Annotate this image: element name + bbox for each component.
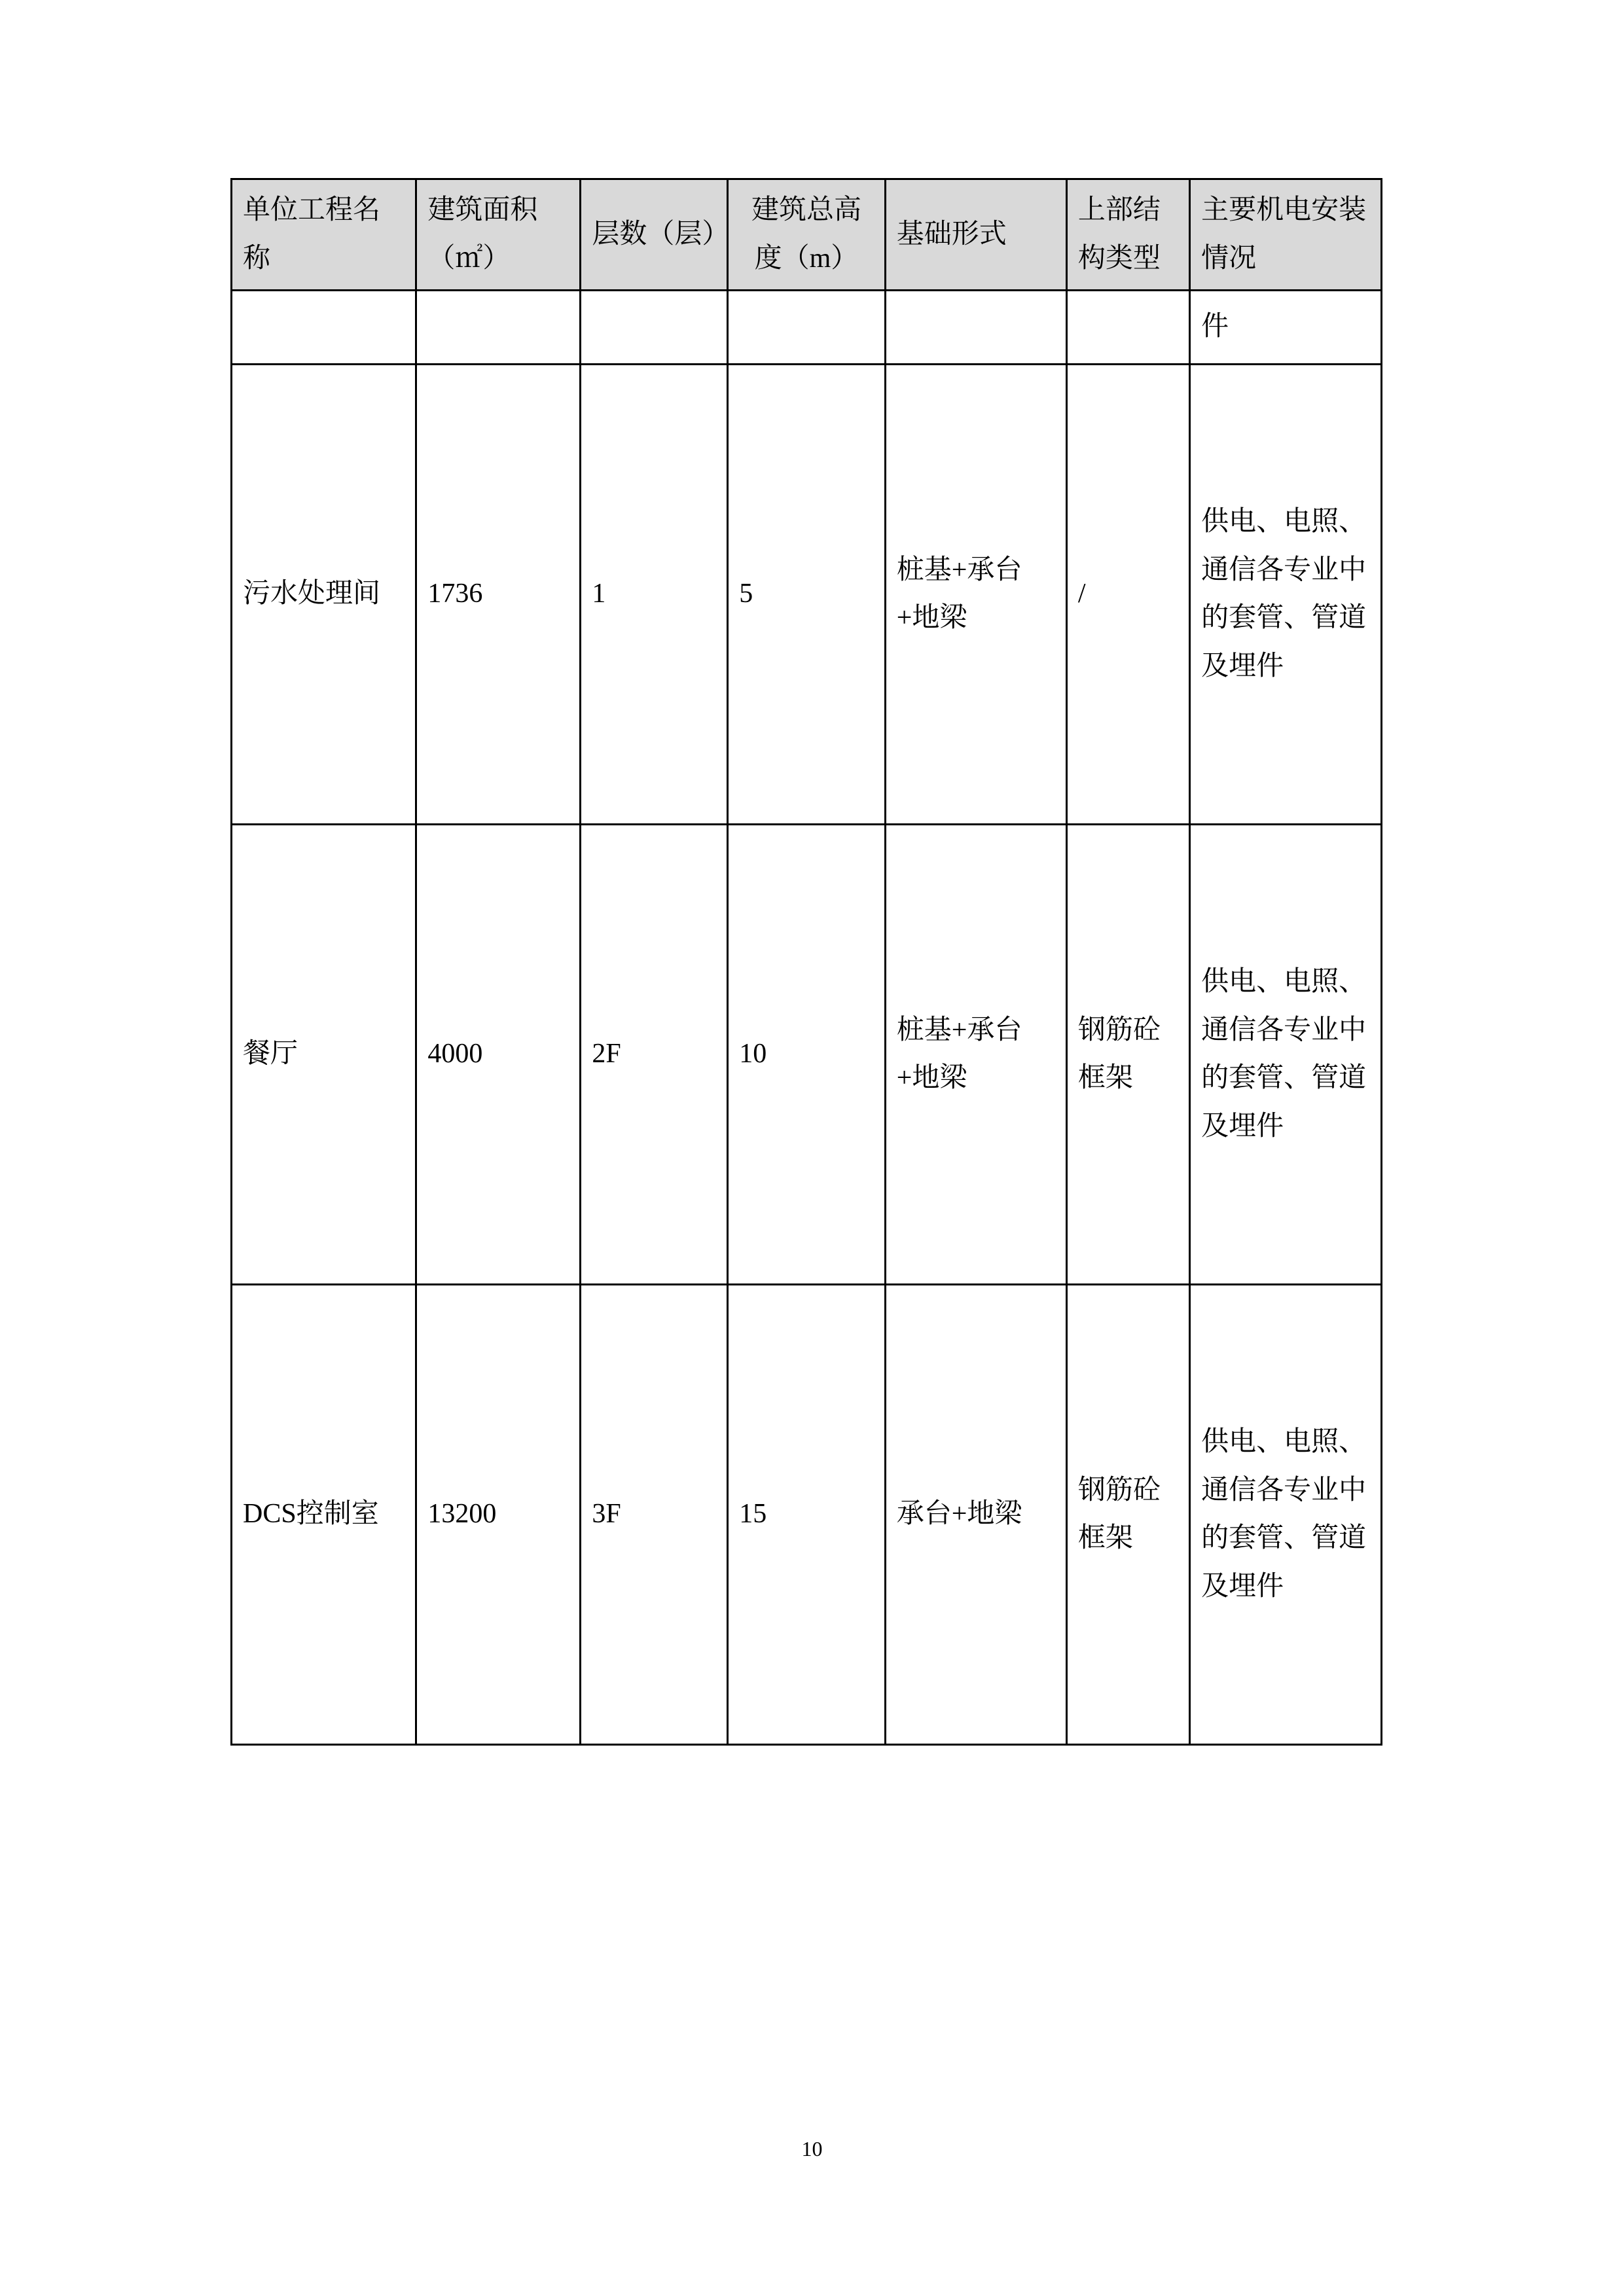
- table-row: [232, 365, 1382, 825]
- cell-foundation: 桩基+承台+地梁: [885, 825, 1066, 1285]
- cell-mep: 供电、电照、通信各专业中的套管、管道及埋件: [1190, 825, 1382, 1285]
- column-header-name: 单位工程名称: [232, 179, 416, 291]
- cell-name: DCS控制室: [232, 1285, 416, 1745]
- column-header-structure: 上部结构类型: [1066, 179, 1189, 291]
- cell-height: 5: [728, 365, 886, 825]
- cell-area: 1736: [416, 365, 581, 825]
- cell-name: 餐厅: [232, 825, 416, 1285]
- column-header-foundation: 基础形式: [885, 179, 1066, 291]
- cell-floors: [581, 291, 728, 365]
- cell-area: 13200: [416, 1285, 581, 1745]
- cell-area: [416, 291, 581, 365]
- cell-mep: 供电、电照、通信各专业中的套管、管道及埋件: [1190, 365, 1382, 825]
- cell-structure: 钢筋砼框架: [1066, 825, 1189, 1285]
- unit-projects-table-container: [230, 178, 1382, 1746]
- cell-floors: 2F: [581, 825, 728, 1285]
- table-row: [232, 291, 1382, 365]
- cell-height: 15: [728, 1285, 886, 1745]
- cell-height: 10: [728, 825, 886, 1285]
- cell-foundation: 桩基+承台+地梁: [885, 365, 1066, 825]
- table-header-row: [232, 179, 1382, 291]
- cell-foundation: [885, 291, 1066, 365]
- column-header-height: 建筑总高度（m）: [728, 179, 886, 291]
- cell-floors: 1: [581, 365, 728, 825]
- cell-floors: 3F: [581, 1285, 728, 1745]
- cell-structure: 钢筋砼框架: [1066, 1285, 1189, 1745]
- table-header: [232, 179, 1382, 291]
- table-row: [232, 825, 1382, 1285]
- column-header-area: 建筑面积（㎡）: [416, 179, 581, 291]
- column-header-mep: 主要机电安装情况: [1190, 179, 1382, 291]
- cell-foundation: 承台+地梁: [885, 1285, 1066, 1745]
- table-body: [232, 291, 1382, 1745]
- cell-height: [728, 291, 886, 365]
- unit-projects-table: [230, 178, 1382, 1746]
- cell-mep: 件: [1190, 291, 1382, 365]
- cell-area: 4000: [416, 825, 581, 1285]
- column-header-floors: 层数（层）: [581, 179, 728, 291]
- page-number: 10: [801, 2137, 823, 2161]
- cell-structure: [1066, 291, 1189, 365]
- table-row: [232, 1285, 1382, 1745]
- cell-name: [232, 291, 416, 365]
- cell-name: 污水处理间: [232, 365, 416, 825]
- cell-structure: /: [1066, 365, 1189, 825]
- cell-mep: 供电、电照、通信各专业中的套管、管道及埋件: [1190, 1285, 1382, 1745]
